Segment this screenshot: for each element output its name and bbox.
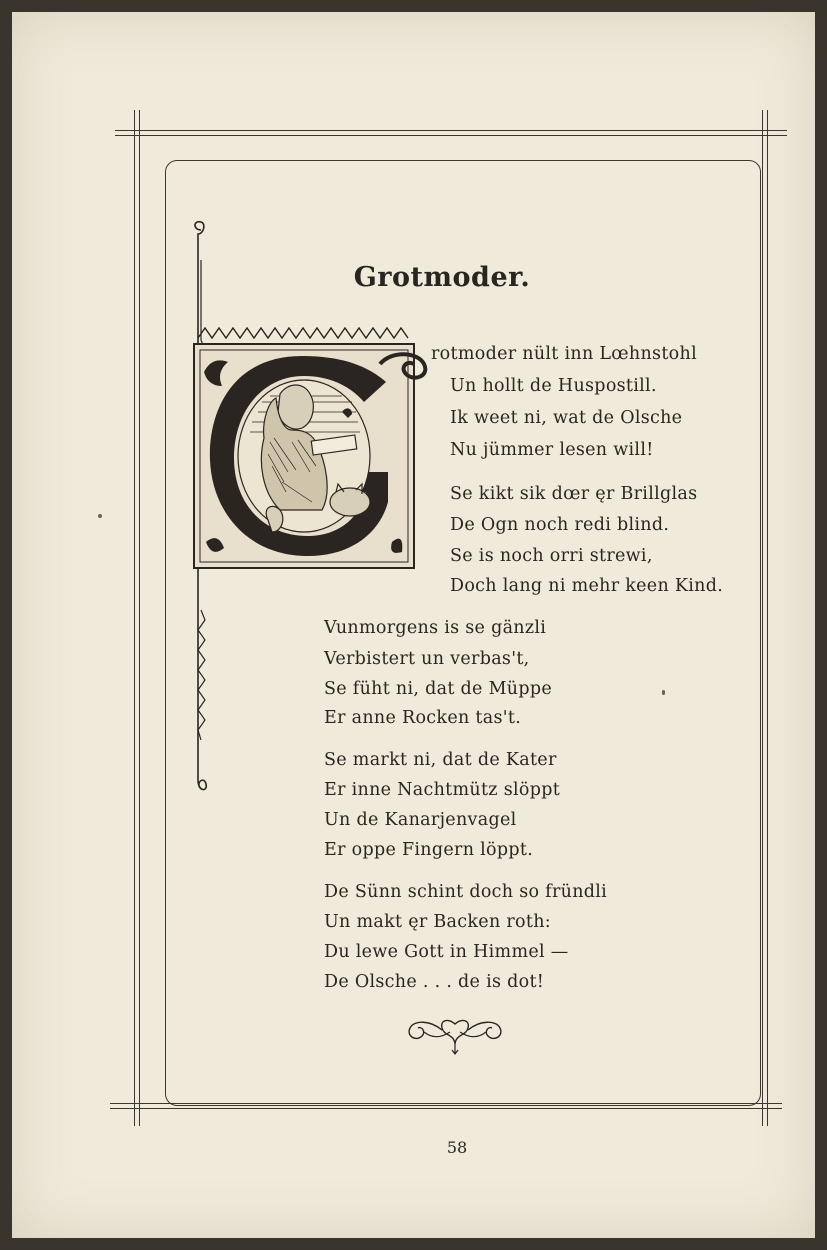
paper-speck: [662, 690, 665, 695]
verse-line: Er oppe Fingern löppt.: [324, 840, 534, 860]
verse-line: De Olsche . . . de is dot!: [324, 972, 545, 992]
bottom-rule-inner: [110, 1108, 782, 1109]
left-long-rule-2: [139, 130, 140, 1110]
verse-line: Se is noch orri strewi,: [450, 546, 653, 566]
verse-line: Du lewe Gott in Himmel —: [324, 942, 569, 962]
tailpiece-ornament: [404, 1014, 506, 1058]
verse-line: Doch lang ni mehr keen Kind.: [450, 576, 724, 596]
verse-line: Verbistert un verbas't,: [324, 649, 530, 669]
verse-line: Vunmorgens is se gänzli: [324, 618, 547, 638]
verse-line: Un de Kanarjenvagel: [324, 810, 517, 830]
page-number: 58: [446, 1138, 468, 1157]
book-page: [12, 12, 815, 1238]
verse-line: Ik weet ni, wat de Olsche: [450, 408, 683, 428]
verse-line: Se füht ni, dat de Müppe: [324, 679, 553, 699]
illuminated-initial-illustration: [192, 342, 432, 572]
zigzag-ornament: [198, 324, 418, 342]
verse-line: Er inne Nachtmütz slöppt: [324, 780, 561, 800]
verse-line: Un makt ęr Backen roth:: [324, 912, 551, 932]
verse-line: Se kikt sik dœr ęr Brillglas: [450, 484, 698, 504]
poem-title: Grotmoder.: [353, 262, 531, 293]
verse-line: Er anne Rocken tas't.: [324, 708, 522, 728]
left-long-rule: [134, 130, 135, 1110]
verse-line: Nu jümmer lesen will!: [450, 440, 654, 460]
verse-line: Se markt ni, dat de Kater: [324, 750, 557, 770]
verse-line: De Sünn schint doch so fründli: [324, 882, 608, 902]
verse-line: De Ogn noch redi blind.: [450, 515, 670, 535]
right-long-rule-2: [767, 130, 768, 1110]
verse-line: rotmoder nült inn Lœhnstohl: [431, 344, 697, 364]
right-long-rule: [762, 130, 763, 1110]
top-rule: [115, 130, 787, 131]
paper-speck: [98, 514, 102, 518]
verse-line: Un hollt de Huspostill.: [450, 376, 657, 396]
top-rule-inner: [115, 135, 787, 136]
